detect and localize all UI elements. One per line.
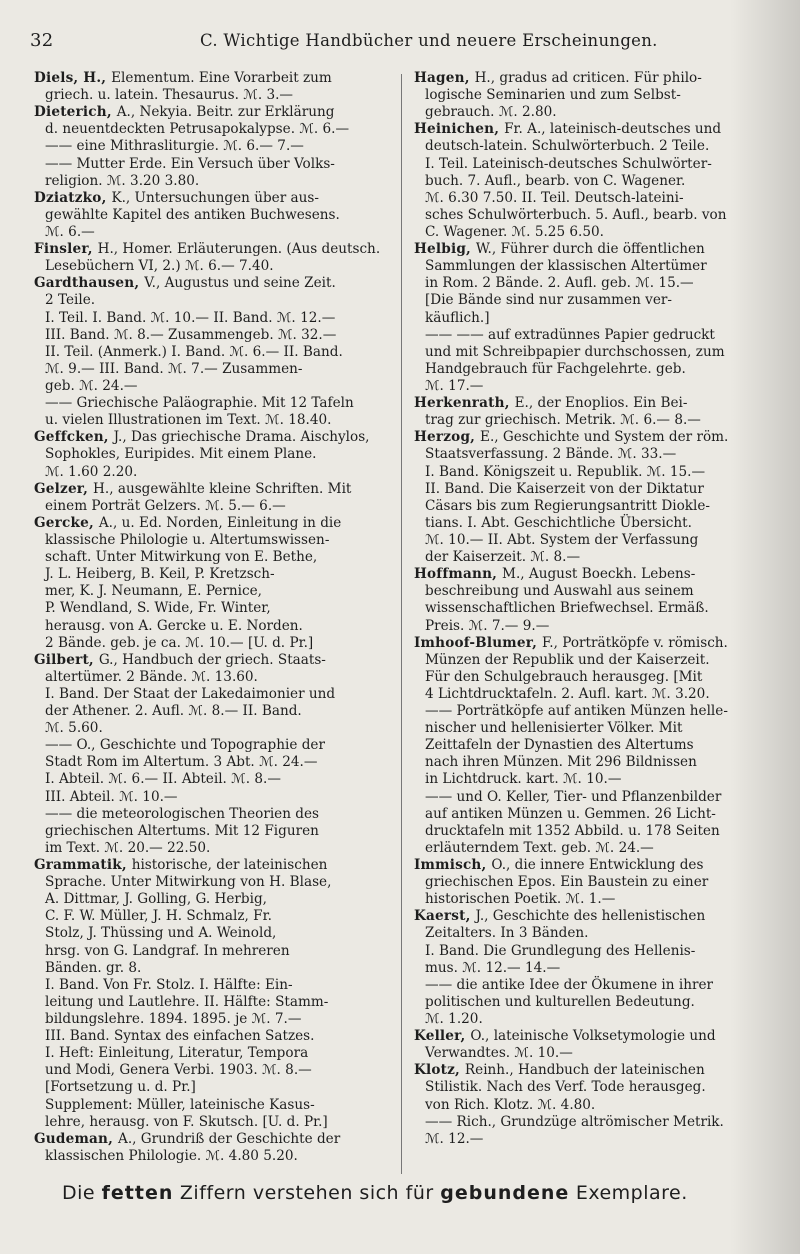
page-title: C. Wichtige Handbücher und neuere Erscheinungen. (200, 31, 658, 50)
entry-line (414, 412, 786, 429)
entry-text: griech. u. latein. Thesaurus. ℳ. 3.— (45, 87, 294, 104)
entry-heading-line (414, 566, 786, 583)
entry-text: leitung und Lautlehre. II. Hälfte: Stamm- (45, 993, 329, 1010)
entry-text: P. Wendland, S. Wide, Fr. Winter, (45, 600, 271, 617)
entry-line (414, 977, 786, 994)
entry-text: historische, der lateinischen (131, 857, 328, 874)
author-name: Immisch, (414, 857, 492, 874)
entry-text: C. Wagener. ℳ. 5.25 6.50. (425, 223, 605, 240)
entry-text: I. Band. Der Staat der Lakedaimonier und (45, 685, 336, 702)
entry-text: mer, K. J. Neumann, E. Pernice, (45, 583, 262, 600)
entry-text: —— Mutter Erde. Ein Versuch über Volks- (45, 155, 335, 172)
left-column (34, 70, 394, 1165)
entry-line (414, 532, 786, 549)
entry-text: Stilistik. Nach des Verf. Tode herausgeg. (425, 1079, 706, 1096)
entry-line (414, 789, 786, 806)
entry-text: ℳ. 5.60. (45, 720, 103, 737)
entry-line (34, 960, 394, 977)
entry-text: Reinh., Handbuch der lateinischen (464, 1062, 705, 1079)
entry-heading-line (34, 857, 394, 874)
author-name: Finsler, (34, 241, 98, 258)
entry-text: —— die antike Idee der Ökumene in ihrer (425, 976, 714, 993)
entry-text: und mit Schreibpapier durchschossen, zum (425, 343, 725, 360)
entry-text: gebrauch. ℳ. 2.80. (425, 104, 557, 121)
entry-heading-line (414, 395, 786, 412)
entry-text: und Modi, Genera Verbi. 1903. ℳ. 8.— (45, 1062, 312, 1079)
entry-text: A., Grundriß der Geschichte der (118, 1130, 341, 1147)
entry-text: —— eine Mithrasliturgie. ℳ. 6.— 7.— (45, 138, 304, 155)
entry-line (414, 1011, 786, 1028)
entry-text: Elementum. Eine Vorarbeit zum (111, 70, 332, 86)
entry-line (34, 361, 394, 378)
author-name: Diels, H., (34, 70, 112, 86)
author-name: Kaerst, (414, 908, 476, 925)
author-name: Hagen, (414, 70, 475, 86)
entry-text: I. Band. Königszeit u. Republik. ℳ. 15.— (425, 463, 706, 480)
entry-text: I. Teil. Lateinisch-deutsches Schulwörter- (425, 155, 712, 172)
entry-heading-line (414, 857, 786, 874)
entry-text: politischen und kulturellen Bedeutung. (425, 993, 695, 1010)
entry-text: —— O., Geschichte und Topographie der (45, 737, 325, 754)
entry-text: historischen Poetik. ℳ. 1.— (425, 891, 616, 908)
entry-text: —— Porträtköpfe auf antiken Münzen helle- (425, 703, 728, 720)
entry-text: —— —— auf extradünnes Papier gedruckt (425, 326, 715, 343)
entry-text: erläuterndem Text. geb. ℳ. 24.— (425, 839, 654, 856)
entry-line (34, 994, 394, 1011)
entry-text: wissenschaftlichen Briefwechsel. Ermäß. (425, 600, 709, 617)
entry-line (414, 600, 786, 617)
entry-line (414, 1045, 786, 1062)
entry-text: O., die innere Entwicklung des (491, 857, 704, 874)
entry-text: J. L. Heiberg, B. Keil, P. Kretzsch- (45, 566, 275, 583)
author-name: Gercke, (34, 514, 99, 531)
author-name: Imhoof-Blumer, (414, 634, 542, 651)
entry-line (414, 652, 786, 669)
entry-text: H., ausgewählte kleine Schriften. Mit (93, 480, 352, 497)
footer-text: Die (62, 1182, 102, 1204)
entry-text: E., der Enoplios. Ein Bei- (514, 395, 688, 412)
entry-line (34, 806, 394, 823)
entry-text: klassischen Philologie. ℳ. 4.80 5.20. (45, 1147, 298, 1164)
entry-text: Münzen der Republik und der Kaiserzeit. (425, 651, 710, 668)
entry-line (34, 789, 394, 806)
entry-heading-line (414, 1028, 786, 1045)
entry-line (414, 361, 786, 378)
entry-line (34, 737, 394, 754)
entry-text: K., Untersuchungen über aus- (111, 189, 319, 206)
entry-text: II. Teil. (Anmerk.) I. Band. ℳ. 6.— II. Band. (45, 343, 343, 360)
entry-text: griechischen Epos. Ein Baustein zu einer (425, 874, 709, 891)
entry-line (34, 874, 394, 891)
entry-text: ℳ. 1.20. (425, 1011, 483, 1028)
entry-line (34, 378, 394, 395)
entry-line (34, 703, 394, 720)
entry-heading-line (34, 104, 394, 121)
entry-line (414, 104, 786, 121)
entry-heading-line (34, 481, 394, 498)
entry-text: Verwandtes. ℳ. 10.— (425, 1045, 573, 1062)
entry-text: einem Porträt Gelzers. ℳ. 5.— 6.— (45, 497, 286, 514)
entry-line (414, 771, 786, 788)
entry-text: III. Band. Syntax des einfachen Satzes. (45, 1028, 315, 1045)
entry-text: O., lateinische Volksetymologie und (470, 1028, 716, 1045)
entry-text: von Rich. Klotz. ℳ. 4.80. (425, 1096, 596, 1113)
entry-line (34, 498, 394, 515)
entry-line (34, 943, 394, 960)
entry-text: sches Schulwörterbuch. 5. Aufl., bearb. von (425, 206, 727, 223)
entry-line (414, 686, 786, 703)
entry-text: A., Nekyia. Beitr. zur Erklärung (116, 104, 335, 121)
entry-line (414, 754, 786, 771)
entry-line (414, 292, 786, 309)
entry-text: —— Rich., Grundzüge altrömischer Metrik. (425, 1113, 724, 1130)
entry-text: ℳ. 9.— III. Band. ℳ. 7.— Zusammen- (45, 360, 303, 377)
entry-text: klassische Philologie u. Altertumswissen- (45, 531, 330, 548)
entry-line (34, 823, 394, 840)
entry-line (34, 464, 394, 481)
entry-text: ℳ. 17.— (425, 377, 484, 394)
entry-line (414, 618, 786, 635)
entry-text: C. F. W. Müller, J. H. Schmalz, Fr. (45, 908, 272, 925)
entry-line (414, 806, 786, 823)
entry-text: Fr. A., lateinisch-deutsches und (504, 121, 722, 138)
entry-line (414, 583, 786, 600)
author-name: Herkenrath, (414, 395, 515, 412)
entry-heading-line (414, 1062, 786, 1079)
entry-line (414, 891, 786, 908)
entry-text: Zeitalters. In 3 Bänden. (425, 925, 589, 942)
entry-text: Staatsverfassung. 2 Bände. ℳ. 33.— (425, 446, 677, 463)
entry-line (414, 498, 786, 515)
entry-text: gewählte Kapitel des antiken Buchwesens. (45, 206, 340, 223)
entry-line (414, 173, 786, 190)
footer-bold-word: fetten (101, 1182, 174, 1204)
entry-line (34, 1062, 394, 1079)
entry-line (34, 310, 394, 327)
entry-line (414, 669, 786, 686)
footer-text: Exemplare. (569, 1182, 688, 1204)
entry-line (34, 754, 394, 771)
entry-text: griechischen Altertums. Mit 12 Figuren (45, 822, 319, 839)
entry-text: 2 Bände. geb. je ca. ℳ. 10.— [U. d. Pr.] (45, 634, 314, 651)
entry-heading-line (414, 635, 786, 652)
entry-text: buch. 7. Aufl., bearb. von C. Wagener. (425, 172, 686, 189)
entry-text: Stolz, J. Thüssing und A. Weinold, (45, 925, 277, 942)
entry-line (414, 720, 786, 737)
entry-line (34, 1097, 394, 1114)
entry-text: Preis. ℳ. 7.— 9.— (425, 617, 550, 634)
entry-text: geb. ℳ. 24.— (45, 377, 138, 394)
entry-line (414, 138, 786, 155)
entry-text: G., Handbuch der griech. Staats- (98, 651, 326, 668)
entry-text: I. Teil. I. Band. ℳ. 10.— II. Band. ℳ. 12.— (45, 309, 336, 326)
entry-text: deutsch-latein. Schulwörterbuch. 2 Teile. (425, 138, 710, 155)
entry-line (34, 395, 394, 412)
entry-text: lehre, herausg. von F. Skutsch. [U. d. Pr.] (45, 1113, 328, 1130)
entry-heading-line (414, 70, 786, 87)
entry-line (414, 446, 786, 463)
author-name: Hoffmann, (414, 566, 503, 583)
entry-line (34, 1114, 394, 1131)
entry-line (34, 977, 394, 994)
entry-line (414, 925, 786, 942)
entry-text: Zeittafeln der Dynastien des Altertums (425, 737, 694, 754)
entry-text: Handgebrauch für Fachgelehrte. geb. (425, 360, 686, 377)
author-name: Gardthausen, (34, 275, 145, 292)
entry-line (34, 173, 394, 190)
entry-text: ℳ. 6.30 7.50. II. Teil. Deutsch-lateini- (425, 189, 684, 206)
entry-text: —— die meteorologischen Theorien des (45, 805, 320, 822)
entry-line (34, 549, 394, 566)
author-name: Gelzer, (34, 480, 94, 497)
entry-text: I. Abteil. ℳ. 6.— II. Abteil. ℳ. 8.— (45, 771, 281, 788)
author-name: Helbig, (414, 241, 476, 258)
entry-line (414, 703, 786, 720)
entry-text: hrsg. von G. Landgraf. In mehreren (45, 942, 290, 959)
entry-line (414, 87, 786, 104)
column-divider (401, 74, 402, 1174)
entry-text: logische Seminarien und zum Selbst- (425, 87, 681, 104)
entry-text: Sprache. Unter Mitwirkung von H. Blase, (45, 874, 332, 891)
entry-text: tians. I. Abt. Geschichtliche Übersicht. (425, 514, 692, 531)
entry-text: V., Augustus und seine Zeit. (144, 275, 336, 292)
entry-text: in Lichtdruck. kart. ℳ. 10.— (425, 771, 622, 788)
entry-line (414, 224, 786, 241)
entry-heading-line (34, 1131, 394, 1148)
entry-line (34, 327, 394, 344)
footer-text: Ziffern verstehen sich für (173, 1182, 441, 1204)
entry-line (414, 840, 786, 857)
entry-text: A., u. Ed. Norden, Einleitung in die (98, 514, 342, 531)
entry-line (34, 720, 394, 737)
entry-text: Cäsars bis zum Regierungsantritt Diokle- (425, 497, 710, 514)
entry-line (34, 138, 394, 155)
entry-line (34, 224, 394, 241)
entry-text: Supplement: Müller, lateinische Kasus- (45, 1096, 315, 1113)
entry-line (414, 207, 786, 224)
entry-text: III. Abteil. ℳ. 10.— (45, 788, 178, 805)
entry-text: [Die Bände sind nur zusammen ver- (425, 292, 672, 309)
entry-text: ℳ. 12.— (425, 1130, 484, 1147)
entry-line (414, 823, 786, 840)
entry-line (414, 960, 786, 977)
entry-line (34, 344, 394, 361)
entry-text: —— Griechische Paläographie. Mit 12 Tafeln (45, 395, 354, 412)
entry-line (414, 190, 786, 207)
entry-line (34, 1079, 394, 1096)
entry-line (34, 1148, 394, 1165)
entry-text: E., Geschichte und System der röm. (480, 429, 729, 446)
entry-line (34, 925, 394, 942)
entry-text: H., gradus ad criticen. Für philo- (474, 70, 702, 86)
entry-heading-line (34, 429, 394, 446)
entry-line (34, 412, 394, 429)
entry-text: Sophokles, Euripides. Mit einem Plane. (45, 446, 317, 463)
entry-text: H., Homer. Erläuterungen. (Aus deutsch. (97, 241, 381, 258)
entry-line (34, 532, 394, 549)
entry-text: Für den Schulgebrauch herausgeg. [Mit (425, 668, 703, 685)
entry-text: Stadt Rom im Altertum. 3 Abt. ℳ. 24.— (45, 754, 318, 771)
author-name: Klotz, (414, 1062, 465, 1079)
entry-text: [Fortsetzung u. d. Pr.] (45, 1079, 196, 1096)
entry-text: auf antiken Münzen u. Gemmen. 26 Licht- (425, 805, 716, 822)
entry-text: im Text. ℳ. 20.— 22.50. (45, 839, 211, 856)
entry-line (34, 1011, 394, 1028)
entry-line (414, 378, 786, 395)
entry-line (414, 737, 786, 754)
entry-line (414, 275, 786, 292)
entry-heading-line (34, 241, 394, 258)
entry-text: III. Band. ℳ. 8.— Zusammengeb. ℳ. 32.— (45, 326, 337, 343)
entry-line (34, 635, 394, 652)
entry-heading-line (34, 275, 394, 292)
entry-line (414, 943, 786, 960)
entry-line (414, 1131, 786, 1148)
entry-text: käuflich.] (425, 309, 490, 326)
entry-heading-line (414, 429, 786, 446)
entry-heading-line (34, 190, 394, 207)
author-name: Herzog, (414, 429, 481, 446)
entry-text: nischer und hellenisierter Völker. Mit (425, 720, 683, 737)
entry-line (34, 908, 394, 925)
entry-text: d. neuentdeckten Petrusapokalypse. ℳ. 6.— (45, 121, 350, 138)
entry-text: ℳ. 6.— (45, 223, 95, 240)
right-column (414, 70, 786, 1148)
entry-text: der Kaiserzeit. ℳ. 8.— (425, 549, 581, 566)
entry-line (414, 549, 786, 566)
entry-heading-line (34, 652, 394, 669)
entry-heading-line (414, 121, 786, 138)
entry-line (34, 686, 394, 703)
entry-line (34, 207, 394, 224)
author-name: Gudeman, (34, 1130, 118, 1147)
entry-text: I. Band. Von Fr. Stolz. I. Hälfte: Ein- (45, 976, 293, 993)
entry-text: Sammlungen der klassischen Altertümer (425, 258, 707, 275)
entry-line (414, 327, 786, 344)
entry-line (414, 874, 786, 891)
entry-line (34, 1028, 394, 1045)
entry-line (34, 87, 394, 104)
entry-text: mus. ℳ. 12.— 14.— (425, 959, 561, 976)
entry-line (414, 344, 786, 361)
entry-text: F., Porträtköpfe v. römisch. (541, 634, 728, 651)
entry-text: I. Band. Die Grundlegung des Hellenis- (425, 942, 696, 959)
entry-text: schaft. Unter Mitwirkung von E. Bethe, (45, 549, 318, 566)
entry-text: religion. ℳ. 3.20 3.80. (45, 172, 200, 189)
entry-line (414, 258, 786, 275)
entry-line (414, 1097, 786, 1114)
entry-line (34, 446, 394, 463)
entry-text: trag zur griechisch. Metrik. ℳ. 6.— 8.— (425, 412, 701, 429)
entry-line (34, 669, 394, 686)
entry-text: Lesebüchern VI, 2.) ℳ. 6.— 7.40. (45, 258, 274, 275)
entry-text: 2 Teile. (45, 292, 96, 309)
entry-text: altertümer. 2 Bände. ℳ. 13.60. (45, 668, 258, 685)
author-name: Keller, (414, 1028, 471, 1045)
entry-text: II. Band. Die Kaiserzeit von der Diktatur (425, 480, 704, 497)
author-name: Grammatik, (34, 857, 132, 874)
entry-line (34, 618, 394, 635)
entry-text: nach ihren Münzen. Mit 296 Bildnissen (425, 754, 697, 771)
entry-line (414, 464, 786, 481)
entry-text: herausg. von A. Gercke u. E. Norden. (45, 617, 303, 634)
entry-text: ℳ. 10.— II. Abt. System der Verfassung (425, 531, 699, 548)
author-name: Gilbert, (34, 651, 99, 668)
entry-text: I. Heft: Einleitung, Literatur, Tempora (45, 1045, 309, 1062)
entry-line (414, 156, 786, 173)
entry-line (414, 481, 786, 498)
entry-line (414, 1114, 786, 1131)
page-number: 32 (30, 30, 54, 51)
entry-text: u. vielen Illustrationen im Text. ℳ. 18.40. (45, 412, 332, 429)
entry-line (34, 1045, 394, 1062)
entry-text: A. Dittmar, J. Golling, G. Herbig, (45, 891, 267, 908)
entry-line (34, 840, 394, 857)
entry-line (414, 310, 786, 327)
entry-text: in Rom. 2 Bände. 2. Aufl. geb. ℳ. 15.— (425, 275, 694, 292)
entry-heading-line (414, 908, 786, 925)
entry-line (34, 292, 394, 309)
entry-text: beschreibung und Auswahl aus seinem (425, 583, 694, 600)
entry-line (34, 583, 394, 600)
entry-heading-line (414, 241, 786, 258)
author-name: Heinichen, (414, 121, 505, 138)
entry-text: drucktafeln mit 1352 Abbild. u. 178 Seiten (425, 822, 720, 839)
entry-text: Bänden. gr. 8. (45, 959, 142, 976)
entry-line (34, 566, 394, 583)
entry-text: M., August Boeckh. Lebens- (502, 566, 696, 583)
entry-text: ℳ. 1.60 2.20. (45, 463, 138, 480)
entry-text: J., Das griechische Drama. Aischylos, (113, 429, 370, 446)
entry-line (34, 771, 394, 788)
entry-line (34, 156, 394, 173)
entry-text: 4 Lichtdrucktafeln. 2. Aufl. kart. ℳ. 3.20. (425, 685, 710, 702)
entry-text: der Athener. 2. Aufl. ℳ. 8.— II. Band. (45, 703, 302, 720)
author-name: Geffcken, (34, 429, 114, 446)
entry-text: bildungslehre. 1894. 1895. je ℳ. 7.— (45, 1011, 302, 1028)
author-name: Dieterich, (34, 104, 117, 121)
entry-line (414, 994, 786, 1011)
entry-heading-line (34, 70, 394, 87)
entry-line (34, 258, 394, 275)
entry-heading-line (34, 515, 394, 532)
footer-note (62, 1182, 688, 1204)
footer-bold-word: gebundene (440, 1182, 570, 1204)
entry-text: J., Geschichte des hellenistischen (475, 908, 706, 925)
author-name: Dziatzko, (34, 189, 112, 206)
entry-text: W., Führer durch die öffentlichen (475, 241, 705, 258)
entry-line (414, 1079, 786, 1096)
entry-line (34, 600, 394, 617)
entry-text: —— und O. Keller, Tier- und Pflanzenbilder (425, 788, 722, 805)
entry-line (414, 515, 786, 532)
entry-line (34, 891, 394, 908)
entry-line (34, 121, 394, 138)
